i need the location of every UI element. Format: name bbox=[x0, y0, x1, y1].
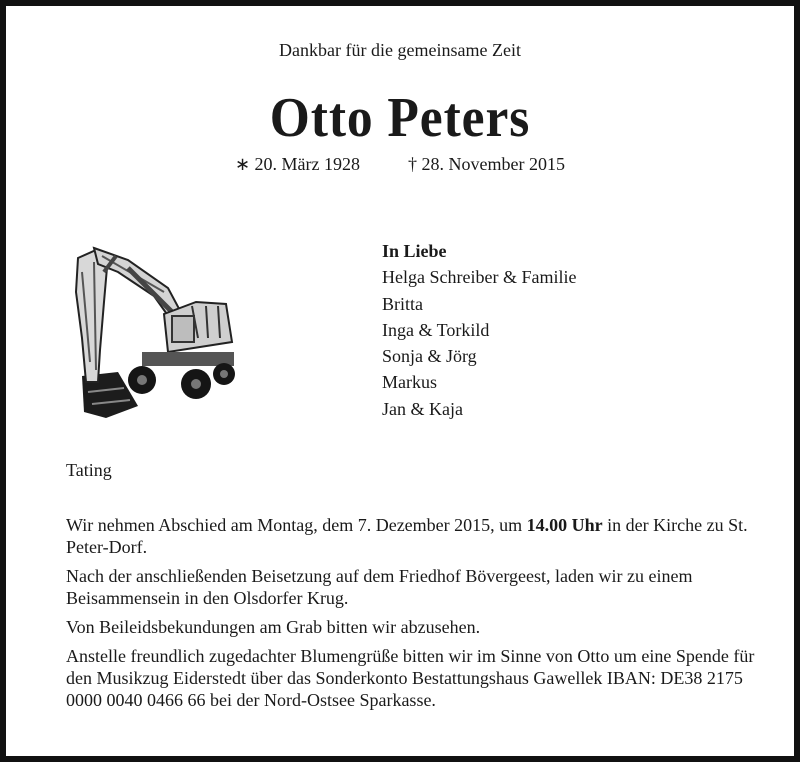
service-text-before: Wir nehmen Abschied am Montag, dem 7. Dezember 2015, um bbox=[66, 515, 527, 535]
death-date: † 28. November 2015 bbox=[408, 154, 566, 174]
mourner-name: Helga Schreiber & Familie bbox=[382, 267, 577, 288]
mourner-name: Markus bbox=[382, 372, 437, 393]
mourner-name: Inga & Torkild bbox=[382, 319, 490, 340]
motto: Dankbar für die gemeinsame Zeit bbox=[279, 40, 521, 60]
life-dates bbox=[6, 154, 794, 175]
mourner-name: Sonja & Jörg bbox=[382, 346, 477, 367]
service-paragraph bbox=[66, 514, 766, 558]
mourners-heading: In Liebe bbox=[382, 241, 447, 261]
mourners-list bbox=[382, 238, 576, 422]
mourner-name: Britta bbox=[382, 293, 423, 314]
excavator-icon bbox=[68, 242, 236, 420]
place: Tating bbox=[66, 460, 112, 480]
service-time: 14.00 Uhr bbox=[526, 515, 603, 535]
announcement-text bbox=[66, 514, 766, 718]
paragraph: Von Beileidsbekundungen am Grab bitten wir abzusehen. bbox=[66, 617, 481, 637]
paragraph: Nach der anschließenden Beisetzung auf dem Friedhof Bövergeest, laden wir zu einem Beisammensein in den Olsdorfer Krug. bbox=[66, 566, 693, 608]
birth-date: ∗ 20. März 1928 bbox=[234, 154, 361, 174]
mourner-name: Jan & Kaja bbox=[382, 398, 463, 419]
service-text-after: in der Kirche zu St. Peter-Dorf. bbox=[66, 515, 748, 557]
deceased-name: Otto Peters bbox=[269, 87, 531, 149]
paragraph: Anstelle freundlich zugedachter Blumengrüße bitten wir im Sinne von Otto um eine Spende für den Musikzug Eiderstedt über das Sonderkonto Bestattungshaus Gawellek IBAN: DE38 2175 0000 0040 0466 66 bei der Nord-Ostsee Sparkasse. bbox=[66, 646, 755, 710]
